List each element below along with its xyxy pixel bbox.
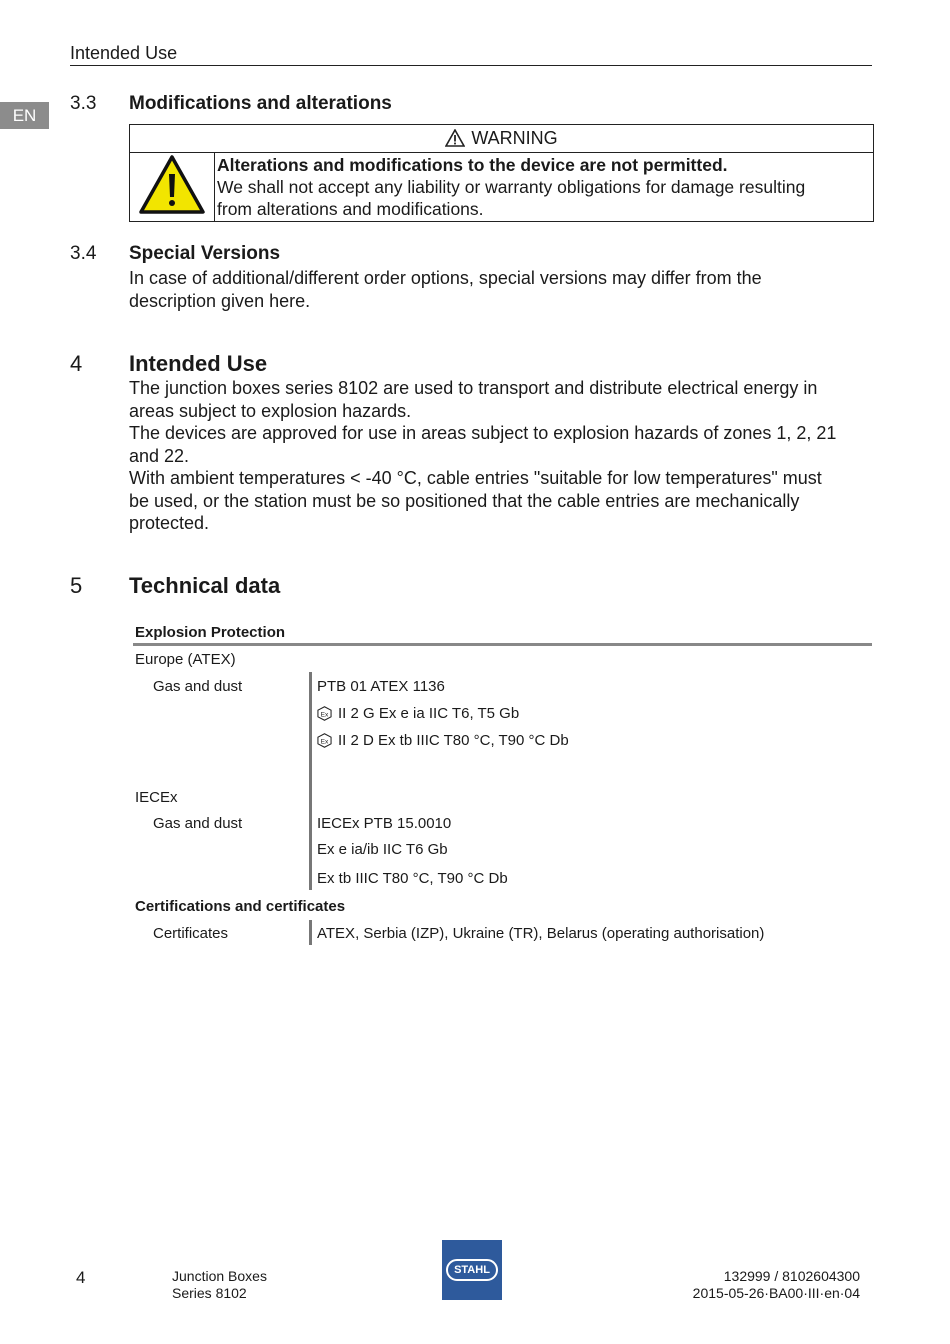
certificates-label: Certificates [153, 925, 229, 942]
svg-text:Ex: Ex [320, 711, 329, 719]
header-rule [70, 65, 872, 66]
section-4-text [129, 377, 836, 535]
section-4-title: Intended Use [129, 351, 268, 376]
certificates-value: ATEX, Serbia (IZP), Ukraine (TR), Belarus (operating authorisation) [317, 925, 765, 942]
iecex-gas-marking: Ex e ia/ib IIC T6 Gb [317, 841, 448, 858]
warning-box [129, 124, 874, 222]
warning-line-3: from alterations and modifications. [217, 199, 484, 219]
gas-dust-label-atex: Gas and dust [153, 678, 243, 695]
para-line: description given here. [129, 290, 311, 311]
warning-bold-line: Alterations and modifications to the device are not permitted. [217, 155, 728, 175]
atex-certificate-number: PTB 01 ATEX 1136 [317, 678, 445, 695]
column-divider [309, 672, 312, 777]
atex-dust-marking [317, 732, 569, 749]
footer-document-info [640, 1268, 860, 1302]
para-line: areas subject to explosion hazards. [129, 400, 412, 421]
iecex-label: IECEx [135, 789, 178, 806]
footer-product [172, 1268, 267, 1302]
language-tab: EN [0, 102, 49, 129]
page-header-title: Intended Use [70, 43, 178, 63]
atex-gas-marking [317, 705, 519, 722]
footer-product-line-2: Series 8102 [172, 1285, 247, 1301]
europe-atex-label: Europe (ATEX) [135, 651, 236, 668]
para-line: and 22. [129, 445, 190, 466]
stahl-logo [442, 1240, 502, 1300]
section-3-4-number: 3.4 [70, 243, 97, 264]
page-number: 4 [76, 1268, 86, 1287]
section-3-4-text [129, 267, 762, 312]
column-divider [309, 777, 312, 890]
para-line: be used, or the station must be so positioned that the cable entries are mechanically [129, 490, 800, 511]
atex-gas-text: II 2 G Ex e ia IIC T6, T5 Gb [338, 705, 520, 722]
iecex-dust-marking: Ex tb IIIC T80 °C, T90 °C Db [317, 870, 508, 887]
warning-icon-cell [130, 152, 215, 221]
table-rule [133, 643, 872, 646]
section-3-3-title: Modifications and alterations [129, 93, 392, 114]
section-3-4-title: Special Versions [129, 243, 281, 264]
section-3-3-number: 3.3 [70, 93, 97, 114]
footer-product-line-1: Junction Boxes [172, 1268, 267, 1284]
warning-line-2: We shall not accept any liability or warranty obligations for damage resulting [217, 177, 806, 197]
para-line: With ambient temperatures < -40 °C, cable entries "suitable for low temperatures" must [129, 468, 822, 488]
warning-text [217, 154, 867, 220]
section-5-title: Technical data [129, 573, 281, 598]
gas-dust-label-iecex: Gas and dust [153, 815, 243, 832]
iecex-certificate-number: IECEx PTB 15.0010 [317, 815, 452, 832]
warning-triangle-icon [130, 152, 214, 221]
svg-text:Ex: Ex [320, 738, 329, 746]
section-4-number: 4 [70, 351, 83, 376]
explosion-protection-heading: Explosion Protection [135, 624, 286, 641]
warning-label: WARNING [471, 128, 558, 148]
footer-doc-line-2: 2015-05-26·BA00·III·en·04 [692, 1285, 860, 1301]
para-line: The junction boxes series 8102 are used to transport and distribute electrical energy in [129, 378, 818, 398]
atex-dust-text: II 2 D Ex tb IIIC T80 °C, T90 °C Db [338, 732, 569, 749]
section-5-number: 5 [70, 573, 83, 598]
logo-text: STAHL [454, 1264, 490, 1276]
ex-hexagon-icon [317, 706, 332, 721]
certifications-heading: Certifications and certificates [135, 898, 346, 915]
footer-doc-line-1: 132999 / 8102604300 [723, 1268, 860, 1284]
warning-small-icon [445, 129, 465, 147]
para-line: In case of additional/different order options, special versions may differ from the [129, 268, 762, 288]
para-line: The devices are approved for use in areas subject to explosion hazards of zones 1, 2, 21 [129, 423, 837, 443]
para-line: protected. [129, 513, 210, 533]
ex-hexagon-icon [317, 733, 332, 748]
warning-header [130, 125, 873, 153]
column-divider [309, 920, 312, 945]
